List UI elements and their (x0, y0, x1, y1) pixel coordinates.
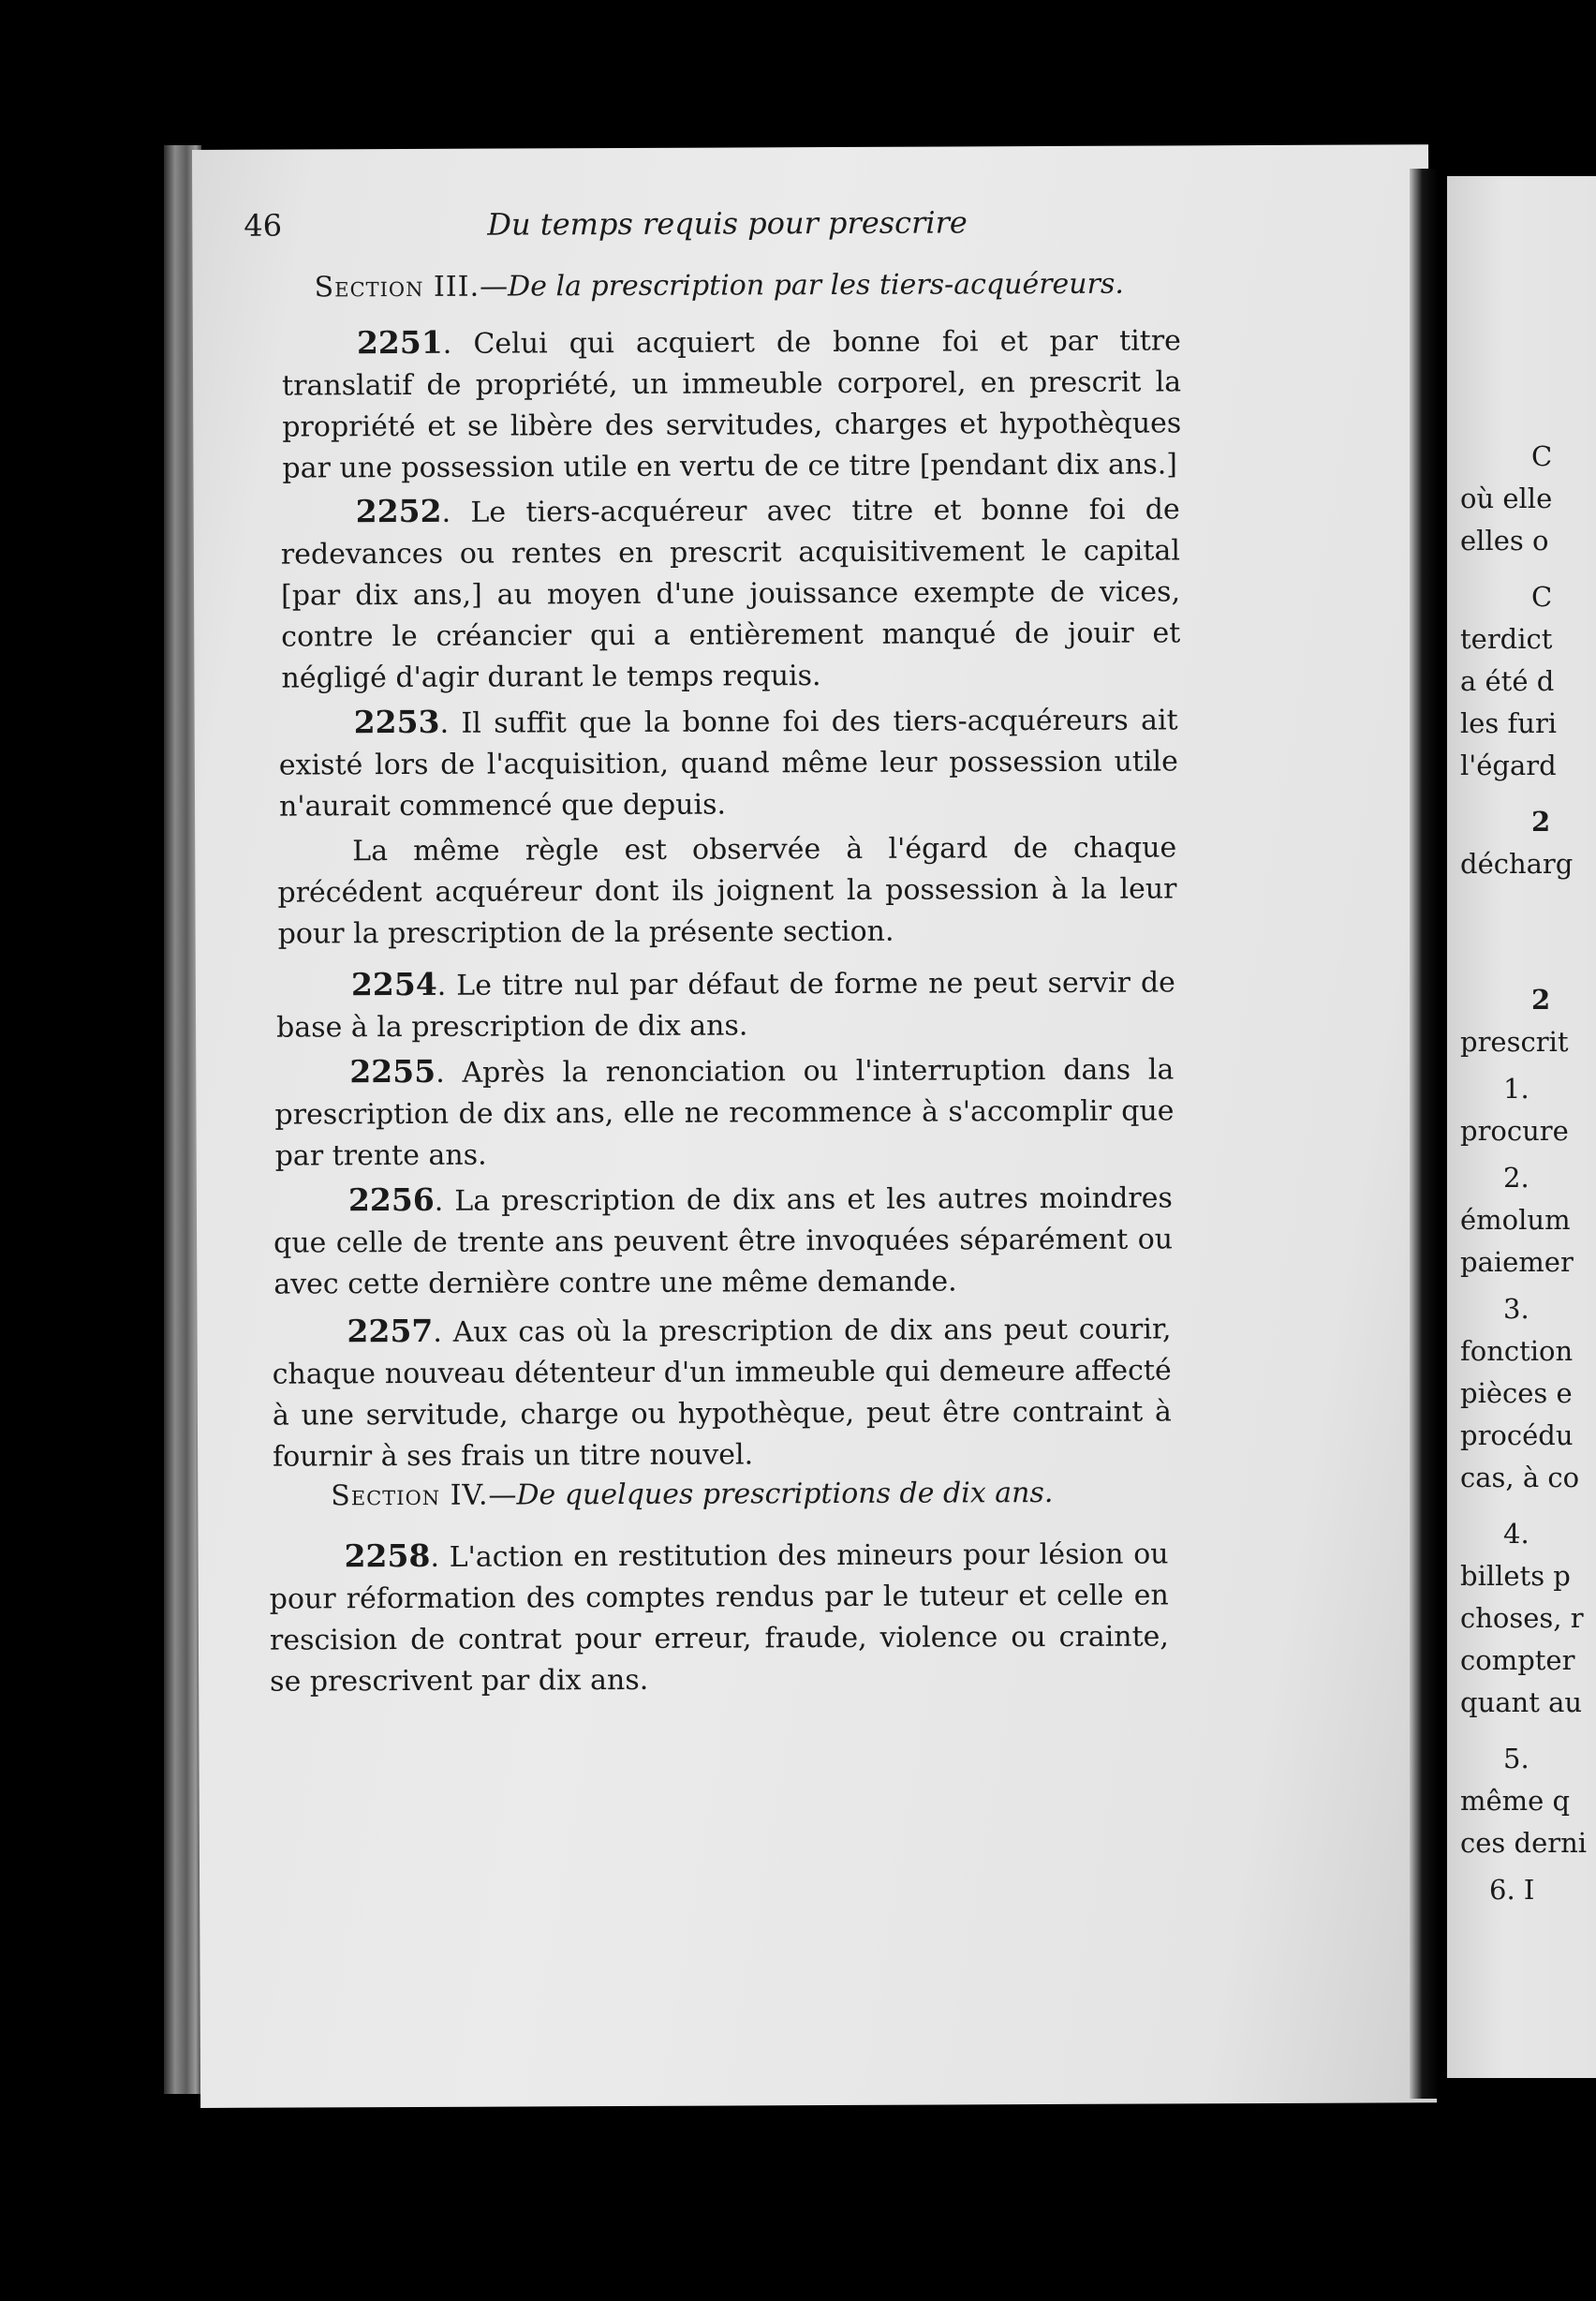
article-2255: 2255. Après la renonciation ou l'interruption dans la prescription de dix ans, elle ne recommence à s'accomplir que par trente ans. (274, 1052, 1175, 1173)
article-2252: 2252. Le tiers-acquéreur avec titre et bonne foi de redevances ou rentes en prescrit acquisitivement le capital [par dix ans,] au moyen d'une jouissance exempte de vices, contre le créancier qui a entièrement manqué de jouir et négligé d'agir durant le temps requis. (280, 492, 1181, 695)
article-text: Après la renonciation ou l'interruption dans la prescription de dix ans, elle ne recommence à s'accomplir que par trente ans. (274, 1053, 1175, 1173)
right-page-line: fonction (1460, 1335, 1574, 1367)
right-page-line: pièces e (1460, 1377, 1573, 1409)
section-4-heading (331, 1477, 1053, 1512)
article-text: Le tiers-acquéreur avec titre et bonne foi de redevances ou rentes en prescrit acquisitivement le capital [par dix ans,] au moyen d'une jouissance exempte de vices, contre le créancier qui a entièrement manqué de jouir et négligé d'agir durant le temps requis. (280, 493, 1181, 695)
right-page-line: paiemer (1460, 1246, 1574, 1278)
right-page-line: 4. (1503, 1518, 1530, 1550)
right-page-line: choses, r (1460, 1602, 1584, 1634)
article-2256: 2256. La prescription de dix ans et les autres moindres que celle de trente ans peuvent être invoquées séparément ou avec cette dernière contre une même demande. (273, 1180, 1174, 1301)
right-page-line: 5. (1503, 1743, 1530, 1774)
right-page-line: terdict (1460, 623, 1553, 655)
article-2257: 2257. Aux cas où la prescription de dix ans peut courir, chaque nouveau détenteur d'un immeuble qui demeure affecté à une servitude, charge ou hypothèque, peut être contraint à fournir à ses frais un titre nouvel. (272, 1312, 1172, 1474)
page-number: 46 (244, 207, 283, 244)
section-4-label: Section IV. (331, 1478, 489, 1513)
section-3-title: De la prescription par les tiers-acquéreurs. (508, 267, 1124, 304)
article-text: Il suffit que la bonne foi des tiers-acquéreurs ait existé lors de l'acquisition, quand même leur possession utile n'aurait commencé que depuis. (278, 704, 1178, 824)
right-page-line: les furi (1460, 707, 1558, 739)
article-2258: 2258. L'action en restitution des mineurs pour lésion ou pour réformation des comptes rendus par le tuteur et celle en rescision de contrat pour erreur, fraude, violence ou crainte, se prescrivent par dix ans. (269, 1536, 1170, 1699)
section-3-dash: — (480, 270, 509, 304)
section-4-dash: — (488, 1478, 517, 1512)
right-page-line: 2 (1531, 806, 1551, 838)
right-page-line: prescrit (1460, 1026, 1569, 1058)
right-page-line: où elle (1460, 482, 1553, 514)
right-page-line: 3. (1503, 1293, 1530, 1325)
article-2253: 2253. Il suffit que la bonne foi des tiers-acquéreurs ait existé lors de l'acquisition, quand même leur possession utile n'aurait commencé que depuis. (278, 703, 1178, 824)
article-text: Aux cas où la prescription de dix ans peut courir, chaque nouveau détenteur d'un immeuble qui demeure affecté à une servitude, charge ou hypothèque, peut être contraint à fournir à ses frais un titre nouvel. (272, 1313, 1172, 1474)
right-page-line: cas, à co (1460, 1462, 1580, 1493)
article-number: 2251 (356, 323, 443, 362)
right-page-line: procédu (1460, 1419, 1574, 1451)
article-text: L'action en restitution des mineurs pour lésion ou pour réformation des comptes rendus par le tuteur et celle en rescision de contrat pour erreur, fraude, violence ou crainte, se prescrivent par dix ans. (269, 1537, 1170, 1699)
right-page-line: C (1531, 581, 1553, 613)
section-4-title: De quelques prescriptions de dix ans. (516, 1477, 1054, 1512)
page-header (244, 203, 1180, 254)
right-page-line: émolum (1460, 1204, 1571, 1236)
article-2253-continuation (277, 827, 1177, 955)
right-page-line: décharg (1460, 848, 1574, 880)
right-page-line: C (1531, 440, 1553, 472)
right-page-line: compter (1460, 1644, 1575, 1676)
right-page-line: ces derni (1460, 1827, 1588, 1859)
right-page-line: quant au (1460, 1686, 1583, 1718)
right-page-line: 6. I (1489, 1874, 1535, 1906)
article-number: 2252 (355, 492, 442, 530)
article-text: Celui qui acquiert de bonne foi et par titre translatif de propriété, un immeuble corporel, en prescrit la propriété et se libère des servitudes, charges et hypothèques par une possession utile en vertu de ce titre [pendant dix ans.] (282, 324, 1182, 485)
article-text: La prescription de dix ans et les autres moindres que celle de trente ans peuvent être invoquées séparément ou avec cette dernière contre une même demande. (273, 1181, 1174, 1301)
article-number: 2256 (347, 1180, 435, 1219)
right-page-partial (1447, 176, 1596, 2078)
right-page-line: elles o (1460, 525, 1549, 557)
article-2254: 2254. Le titre nul par défaut de forme ne peut servir de base à la prescription de dix ans. (276, 965, 1175, 1045)
article-number: 2255 (349, 1052, 436, 1091)
right-page-line: 2 (1531, 984, 1551, 1016)
article-2251: 2251. Celui qui acquiert de bonne foi et par titre translatif de propriété, un immeuble corporel, en prescrit la propriété et se libère des servitudes, charges et hypothèques par une possession utile en vertu de ce titre [pendant dix ans.] (282, 323, 1182, 485)
right-page-line: même q (1460, 1785, 1571, 1817)
running-head: Du temps requis pour prescrire (487, 204, 968, 243)
article-text: La même règle est observée à l'égard de chaque précédent acquéreur dont ils joignent la possession à la leur pour la prescription de la présente section. (277, 831, 1177, 951)
right-page-line: l'égard (1460, 750, 1557, 781)
right-page-line: 1. (1503, 1073, 1530, 1105)
left-page (192, 144, 1437, 2108)
right-page-line: 2. (1503, 1162, 1530, 1194)
section-3-label: Section III. (314, 270, 480, 304)
article-number: 2253 (353, 703, 440, 741)
right-page-line: a été d (1460, 665, 1555, 697)
article-number: 2257 (347, 1312, 434, 1350)
book-gutter (1410, 169, 1438, 2099)
article-text: Le titre nul par défaut de forme ne peut servir de base à la prescription de dix ans. (276, 966, 1175, 1045)
right-page-line: procure (1460, 1115, 1569, 1147)
right-page-line: billets p (1460, 1560, 1571, 1592)
article-number: 2258 (344, 1536, 431, 1575)
article-number: 2254 (350, 965, 437, 1003)
section-3-heading (315, 268, 1124, 304)
